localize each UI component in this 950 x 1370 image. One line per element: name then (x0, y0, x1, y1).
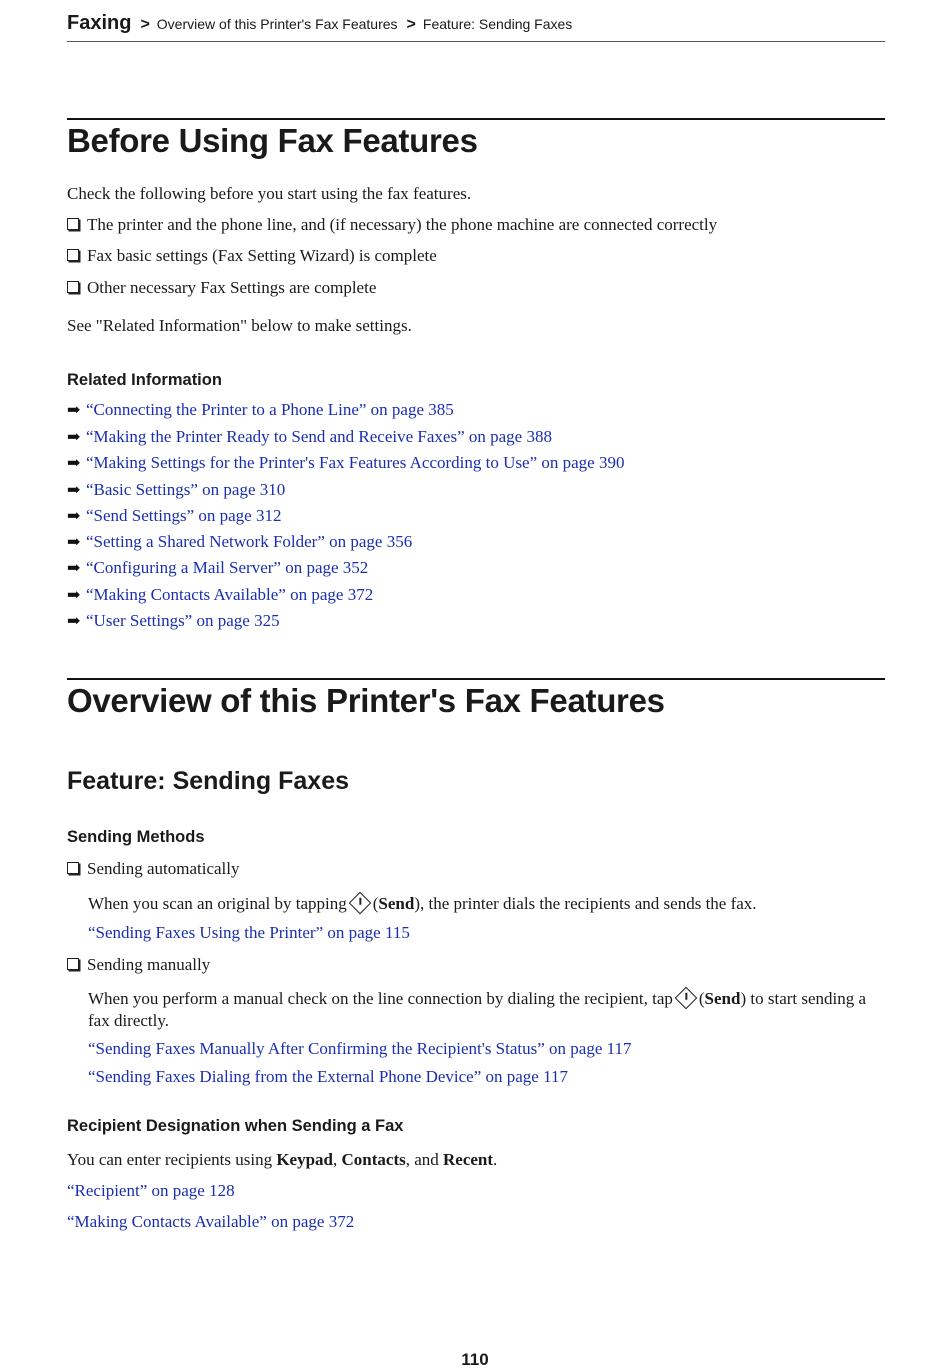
section-divider (67, 118, 885, 120)
page-number: 110 (461, 1350, 489, 1369)
manual-send-description: When you perform a manual check on the line connection by dialing the recipient, tap (Send) to start sending a fax directly. (88, 988, 868, 1032)
sending-methods-heading: Sending Methods (67, 828, 205, 846)
arrow-right-icon: ➡ (67, 429, 81, 446)
checkbox-icon (67, 218, 79, 230)
checklist-item: The printer and the phone line, and (if necessary) the phone machine are connected correctly (67, 214, 717, 236)
checkbox-icon (67, 249, 79, 261)
related-link[interactable]: ➡ “Making the Printer Ready to Send and Receive Faxes” on page 388 (67, 426, 552, 449)
arrow-right-icon: ➡ (67, 455, 81, 472)
breadcrumb (67, 12, 885, 42)
recipient-text: You can enter recipients using Keypad, Contacts, and Recent. (67, 1150, 498, 1169)
auto-send-link[interactable]: “Sending Faxes Using the Printer” on page 115 (88, 923, 410, 942)
related-link[interactable]: ➡ “Making Settings for the Printer's Fax Features According to Use” on page 390 (67, 452, 624, 475)
breadcrumb-item-sending: Feature: Sending Faxes (422, 16, 573, 32)
checkbox-icon (67, 862, 79, 874)
checklist-item: Fax basic settings (Fax Setting Wizard) is complete (67, 245, 437, 267)
checklist-item: Sending automatically (67, 858, 240, 880)
send-diamond-icon (675, 987, 698, 1010)
arrow-right-icon: ➡ (67, 534, 81, 551)
related-link[interactable]: ➡ “Configuring a Mail Server” on page 352 (67, 557, 368, 580)
checkbox-icon (67, 958, 79, 970)
auto-send-description: When you scan an original by tapping (Send), the printer dials the recipients and sends the fax. (88, 893, 878, 915)
contacts-link[interactable]: “Making Contacts Available” on page 372 (67, 1212, 355, 1231)
arrow-right-icon: ➡ (67, 508, 81, 525)
breadcrumb-chapter: Faxing (67, 12, 132, 34)
related-link[interactable]: ➡ “Connecting the Printer to a Phone Line” on page 385 (67, 399, 454, 422)
manual-send-link[interactable]: “Sending Faxes Manually After Confirming the Recipient's Status” on page 117 (88, 1039, 632, 1058)
recipient-heading: Recipient Designation when Sending a Fax (67, 1117, 404, 1135)
related-info-heading: Related Information (67, 371, 222, 389)
manual-send-link[interactable]: “Sending Faxes Dialing from the External Phone Device” on page 117 (88, 1067, 568, 1086)
subsection-title: Feature: Sending Faxes (67, 767, 350, 795)
related-link[interactable]: ➡ “User Settings” on page 325 (67, 610, 280, 633)
section-title: Overview of this Printer's Fax Features (67, 682, 665, 719)
arrow-right-icon: ➡ (67, 613, 81, 630)
arrow-right-icon: ➡ (67, 482, 81, 499)
arrow-right-icon: ➡ (67, 560, 81, 577)
arrow-right-icon: ➡ (67, 587, 81, 604)
see-also-text: See "Related Information" below to make settings. (67, 316, 412, 335)
section-divider (67, 678, 885, 680)
recipient-link[interactable]: “Recipient” on page 128 (67, 1181, 235, 1200)
related-link[interactable]: ➡ “Send Settings” on page 312 (67, 505, 281, 528)
breadcrumb-separator: > (406, 16, 416, 33)
checklist-item: Sending manually (67, 954, 210, 976)
related-link[interactable]: ➡ “Setting a Shared Network Folder” on page 356 (67, 531, 412, 554)
breadcrumb-separator: > (140, 16, 150, 33)
related-link[interactable]: ➡ “Basic Settings” on page 310 (67, 479, 285, 502)
checkbox-icon (67, 281, 79, 293)
send-diamond-icon (348, 892, 371, 915)
breadcrumb-item-overview: Overview of this Printer's Fax Features (156, 16, 398, 32)
related-link[interactable]: ➡ “Making Contacts Available” on page 372 (67, 584, 373, 607)
page-title: Before Using Fax Features (67, 122, 478, 159)
checklist-item: Other necessary Fax Settings are complete (67, 277, 376, 299)
arrow-right-icon: ➡ (67, 402, 81, 419)
intro-text: Check the following before you start using the fax features. (67, 184, 472, 203)
